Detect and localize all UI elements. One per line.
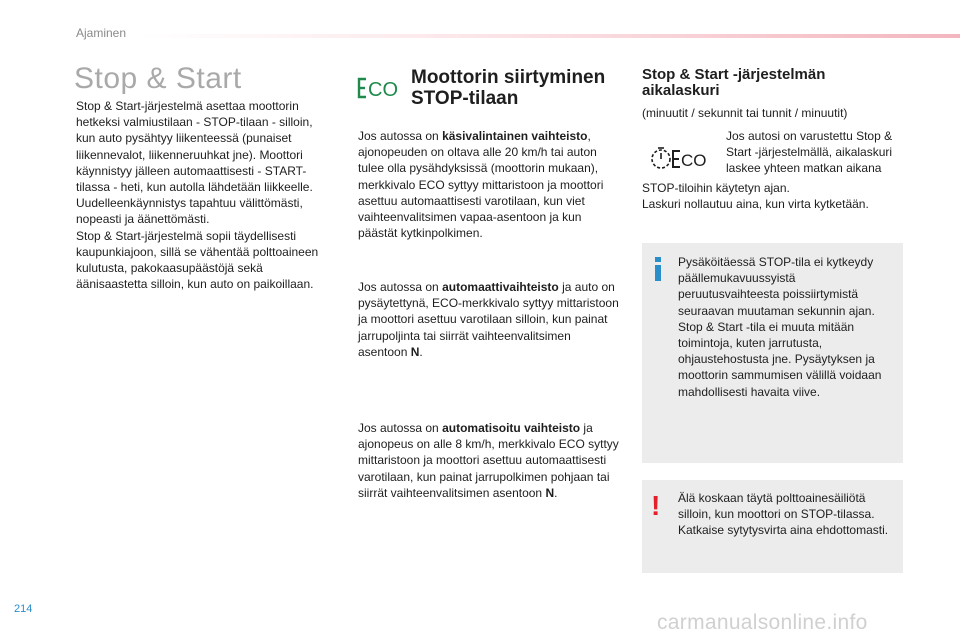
eco-timer-icon — [650, 145, 708, 171]
text-span: Jos autossa on — [358, 280, 443, 294]
timer-units: (minuutit / sekunnit tai tunnit / minuutit) — [642, 106, 848, 120]
page-number: 214 — [14, 603, 33, 615]
text-span: . — [554, 485, 558, 500]
bold-term: automaattivaihteisto — [442, 280, 559, 294]
automated-gearbox-paragraph — [358, 420, 620, 501]
eco-icon — [357, 77, 405, 99]
warning-text: Älä koskaan täytä polttoainesäiliötä silloin, kun moottori on STOP-tilassa. Katkaise sytytysvirta aina ehdottomasti. — [678, 491, 889, 538]
timer-heading: Stop & Start -järjestelmän aikalaskuri — [642, 66, 826, 99]
svg-text:CO: CO — [681, 151, 707, 170]
text-span: ja ajonopeus on alle 8 km/h, merkkivalo ECO syttyy mittaristoon ja moottori asettuu automaattisesti varotilaan, kun painat jarrupolkimen pohjaan tai siirrät vaihteenvalitsimen asentoon — [358, 421, 619, 500]
timer-reset-line: Laskuri nollautuu aina, kun virta kytketään. — [642, 197, 869, 212]
stop-mode-heading: Moottorin siirtyminen STOP-tilaan — [411, 67, 606, 109]
svg-text:CO: CO — [368, 79, 398, 99]
text-span: , ajonopeuden on oltava alle 20 km/h tai auton tulee olla pysähdyksissä (moottorin mukaan), merkkivalo ECO syttyy mittaristoon ja moottori asettuu automaattisesti varotilaan, kun viet vaihteenvalitsimen vapaa-asentoon ja kun päästät kytkinpolkimen. — [358, 129, 604, 241]
watermark: carmanualsonline.info — [657, 611, 868, 634]
text-span: Jos autossa on — [358, 421, 443, 435]
bold-term: N — [410, 344, 420, 359]
warning-box — [642, 480, 903, 573]
bold-term: automatisoitu vaihteisto — [442, 421, 581, 435]
manual-gearbox-paragraph — [358, 128, 620, 241]
warning-icon: ! — [651, 490, 661, 521]
header-gradient-bar — [140, 34, 960, 38]
intro-paragraph: Stop & Start-järjestelmä asettaa moottorin hetkeksi valmiustilaan - STOP-tilaan - silloin, kun auto pysähtyy liikenteessä (punaiset liikennevalot, liikenneruuhkat jne). Moottori käynnistyy jälleen automaattisesti - START-tilassa - heti, kun autolla lähdetään liikkeelle. Uudelleenkäynnistys tapahtuu välittömästi, nopeasti ja äänettömästi. — [76, 99, 313, 227]
text-span: ja auto on pysäytettynä, ECO-merkkivalo syttyy mittaristoon ja moottori asettuu varotilaan silloin, kun painat jarrupoljinta tai siirrät vaihteenvalitsimen asentoon — [358, 280, 619, 359]
page-title: Stop & Start — [74, 62, 242, 95]
bold-term: N — [545, 485, 555, 500]
left-column — [76, 98, 334, 292]
info-icon — [653, 257, 663, 281]
info-box — [642, 243, 903, 463]
usage-paragraph: Stop & Start-järjestelmä sopii täydellisesti kaupunkiajoon, sillä se vähentää polttoaineen kulutusta, pakokaasupäästöjä sekä äänisaastetta silloin, kun auto on paikoillaan. — [76, 228, 319, 292]
info-text: Pysäköitäessä STOP-tila ei kytkeydy päällemukavuussyistä peruutusvaihteesta poissiirtymistä seuraavan muutaman sekunnin ajan. Stop & Start -tila ei muuta mitään toimintoja, kuten jarrutusta, ohjaustehostusta jne. Pysäytyksen ja moottorin sammumisen välillä voidaan mahdollisesti havaita viive. — [678, 255, 882, 399]
bold-term: käsivalintainen vaihteisto — [442, 129, 588, 143]
text-span: . — [419, 344, 423, 359]
timer-line: STOP-tiloihin käytetyn ajan. — [642, 181, 790, 195]
automatic-gearbox-paragraph — [358, 279, 620, 360]
text-span: Jos autossa on — [358, 129, 443, 143]
section-label: Ajaminen — [76, 26, 127, 40]
timer-description: Jos autosi on varustettu Stop & Start -järjestelmällä, aikalaskuri laskee yhteen matkan aikana — [726, 129, 893, 176]
timer-details — [642, 180, 912, 212]
